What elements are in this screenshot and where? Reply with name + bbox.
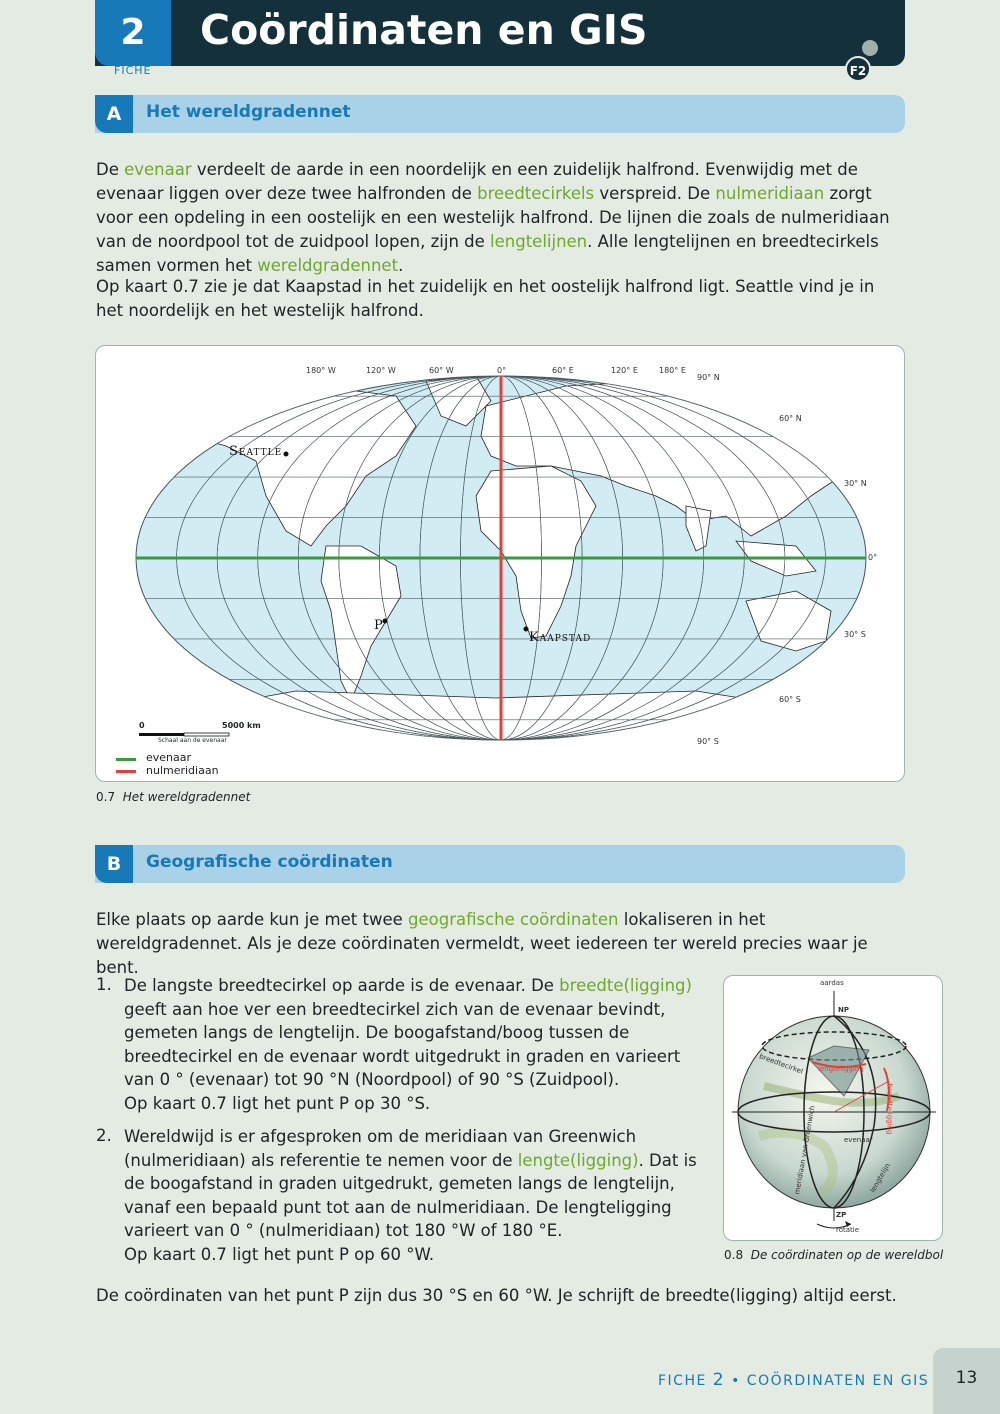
text-run: . <box>398 256 404 275</box>
list-item-number: 2. <box>96 1126 112 1145</box>
text-run: Elke plaats op aarde kun je met twee <box>96 910 409 929</box>
map-caption <box>96 790 250 804</box>
text-run: . Alle lengtelijnen en breedtecirkels samen vormen het <box>96 232 879 275</box>
map-lat-label: 60° S <box>779 695 801 704</box>
map-lon-label: 120° W <box>366 366 396 375</box>
text-run: verspreid. De <box>594 184 716 203</box>
globe-caption-text: De coördinaten op de wereldbol <box>750 1248 944 1262</box>
section-a-paragraph-1 <box>96 158 906 278</box>
text-run: Wereldwijd is er afgesproken om de meridiaan van Greenwich (nulmeridiaan) als referentie te nemen voor de <box>124 1127 637 1170</box>
section-b-intro <box>96 908 906 980</box>
section-a-letter: A <box>95 95 133 133</box>
section-a-title: Het wereldgradennet <box>146 102 351 122</box>
globe-graphic <box>724 976 943 1241</box>
map-lon-label: 180° E <box>659 366 686 375</box>
scale-end: 5000 km <box>222 721 261 730</box>
legend-label-equator: evenaar <box>146 751 192 764</box>
city-label-kaapstad: Kaapstad <box>529 630 592 645</box>
key-term: geografische coördinaten <box>408 910 619 929</box>
globe-label-breedtecirkel: breedtecirkel <box>758 1052 804 1076</box>
list-item-2 <box>124 1125 704 1266</box>
scale-start: 0 <box>139 721 145 730</box>
map-lat-label: 0° <box>868 553 878 562</box>
globe-figure <box>723 975 943 1241</box>
map-lon-label: 0° <box>497 366 507 375</box>
list-item-2-body <box>124 1127 697 1240</box>
footer-fiche-num: 2 <box>712 1370 726 1390</box>
page-title: Coördinaten en GIS <box>200 6 648 54</box>
globe-caption-number: 0.8 <box>724 1248 744 1262</box>
globe-label-aardas: aardas <box>820 979 844 987</box>
map-lon-label: 60° E <box>552 366 574 375</box>
text-run: zorgt voor een opdeling in een oostelijk en een westelijk halfrond. De lijnen die zoals de nulmeridiaan van de noordpool tot de zuidpool lopen, zijn de <box>96 184 890 251</box>
globe-label-rotatie: rotatie <box>836 1226 860 1234</box>
text-run: geeft aan hoe ver een breedtecirkel zich van de evenaar bevindt, gemeten langs de lengtelijn. De boogafstand/boog tussen de breedtecirkel en de evenaar wordt uitgedrukt in graden en varieert van 0 ° (evenaar) tot 90 °N (Noordpool) of 90 °S (Zuidpool). <box>124 999 681 1089</box>
globe-label-lengteligging: lengteligging <box>818 1065 864 1073</box>
globe-label-np: NP <box>838 1006 849 1014</box>
list-item-1-extra: Op kaart 0.7 ligt het punt P op 30 °S. <box>124 1093 431 1113</box>
list-item-2-extra: Op kaart 0.7 ligt het punt P op 60 °W. <box>124 1244 435 1264</box>
map-caption-number: 0.7 <box>96 790 116 804</box>
globe-label-meridiaan: meridiaan van Greenwich <box>793 1105 817 1195</box>
footer-fiche-word: FICHE <box>658 1373 707 1389</box>
map-lon-label: 120° E <box>611 366 638 375</box>
scale-caption: Schaal aan de evenaar <box>158 737 227 744</box>
badge-decoration <box>862 40 878 56</box>
conclusion-paragraph: De coördinaten van het punt P zijn dus 30 °S en 60 °W. Je schrijft de breedte(ligging) altijd eerst. <box>96 1286 897 1305</box>
globe-label-lengtelijn: lengtelijn <box>868 1161 892 1195</box>
key-term: breedte(ligging) <box>559 976 692 995</box>
legend-label-meridian: nulmeridiaan <box>146 764 219 777</box>
footer-section-title: COÖRDINATEN EN GIS <box>746 1373 930 1389</box>
seattle-dot <box>284 452 289 457</box>
map-lat-label: 60° N <box>779 414 802 423</box>
globe-label-zp: ZP <box>836 1211 847 1219</box>
point-label-p: P <box>374 618 384 633</box>
section-a-paragraph-2: Op kaart 0.7 zie je dat Kaapstad in het zuidelijk en het oostelijk halfrond ligt. Seattle vind je in het noordelijk en het westelijk halfrond. <box>96 277 875 320</box>
globe-label-evenaar: evenaar <box>844 1136 873 1144</box>
globe-label-breedteligging: breedteligging <box>885 1083 894 1135</box>
fiche-number: 2 <box>120 12 146 53</box>
text-run: lokaliseren in het wereldgradennet. Als je deze coördinaten vermeldt, weet iedereen ter wereld precies waar je bent. <box>96 910 868 977</box>
key-term: lengtelijnen <box>490 232 588 251</box>
text-run: De langste breedtecirkel op aarde is de evenaar. De <box>124 976 560 995</box>
globe-caption <box>724 1248 943 1262</box>
key-term: wereldgradennet <box>257 256 399 275</box>
map-lon-label: 180° W <box>306 366 336 375</box>
fiche-badge: F2 <box>845 56 871 82</box>
map-lon-label: 60° W <box>429 366 454 375</box>
text-run: . Dat is de boogafstand in graden uitgedrukt, gemeten langs de lengtelijn, vanaf een bepaald punt tot aan de nulmeridiaan. De lengteligging varieert van 0 ° (nulmeridiaan) tot 180 °W of 180 °E. <box>124 1150 697 1240</box>
map-lat-label: 90° S <box>697 737 719 746</box>
key-term: breedtecirkels <box>477 184 595 203</box>
city-label-seattle: Seattle <box>229 444 283 459</box>
footer-title <box>658 1370 929 1390</box>
map-caption-text: Het wereldgradennet <box>122 790 251 804</box>
kaapstad-dot <box>524 627 529 632</box>
key-term: evenaar <box>124 160 192 179</box>
landmass <box>156 691 856 746</box>
map-lat-label: 30° S <box>844 630 866 639</box>
map-lat-label: 90° N <box>697 373 720 382</box>
text-run: De <box>96 160 125 179</box>
section-b-title: Geografische coördinaten <box>146 852 393 872</box>
fiche-label: FICHE <box>114 64 152 77</box>
footer-bullet: • <box>731 1373 741 1389</box>
legend-swatch-equator <box>116 758 136 761</box>
world-map <box>95 345 905 782</box>
world-map-graphic <box>96 346 905 782</box>
legend-swatch-meridian <box>116 770 136 773</box>
page-number: 13 <box>955 1368 978 1388</box>
list-item-1-body <box>124 976 692 1089</box>
key-term: nulmeridiaan <box>715 184 825 203</box>
list-item-number: 1. <box>96 975 112 994</box>
text-run: verdeelt de aarde in een noordelijk en een zuidelijk halfrond. Evenwijdig met de evenaar liggen over deze twee halfronden de <box>96 160 858 203</box>
section-b-letter: B <box>95 845 133 883</box>
list-item-1 <box>124 974 704 1115</box>
map-lat-label: 30° N <box>844 479 867 488</box>
scale-bar-segment <box>184 733 229 736</box>
key-term: lengte(ligging) <box>517 1150 639 1170</box>
